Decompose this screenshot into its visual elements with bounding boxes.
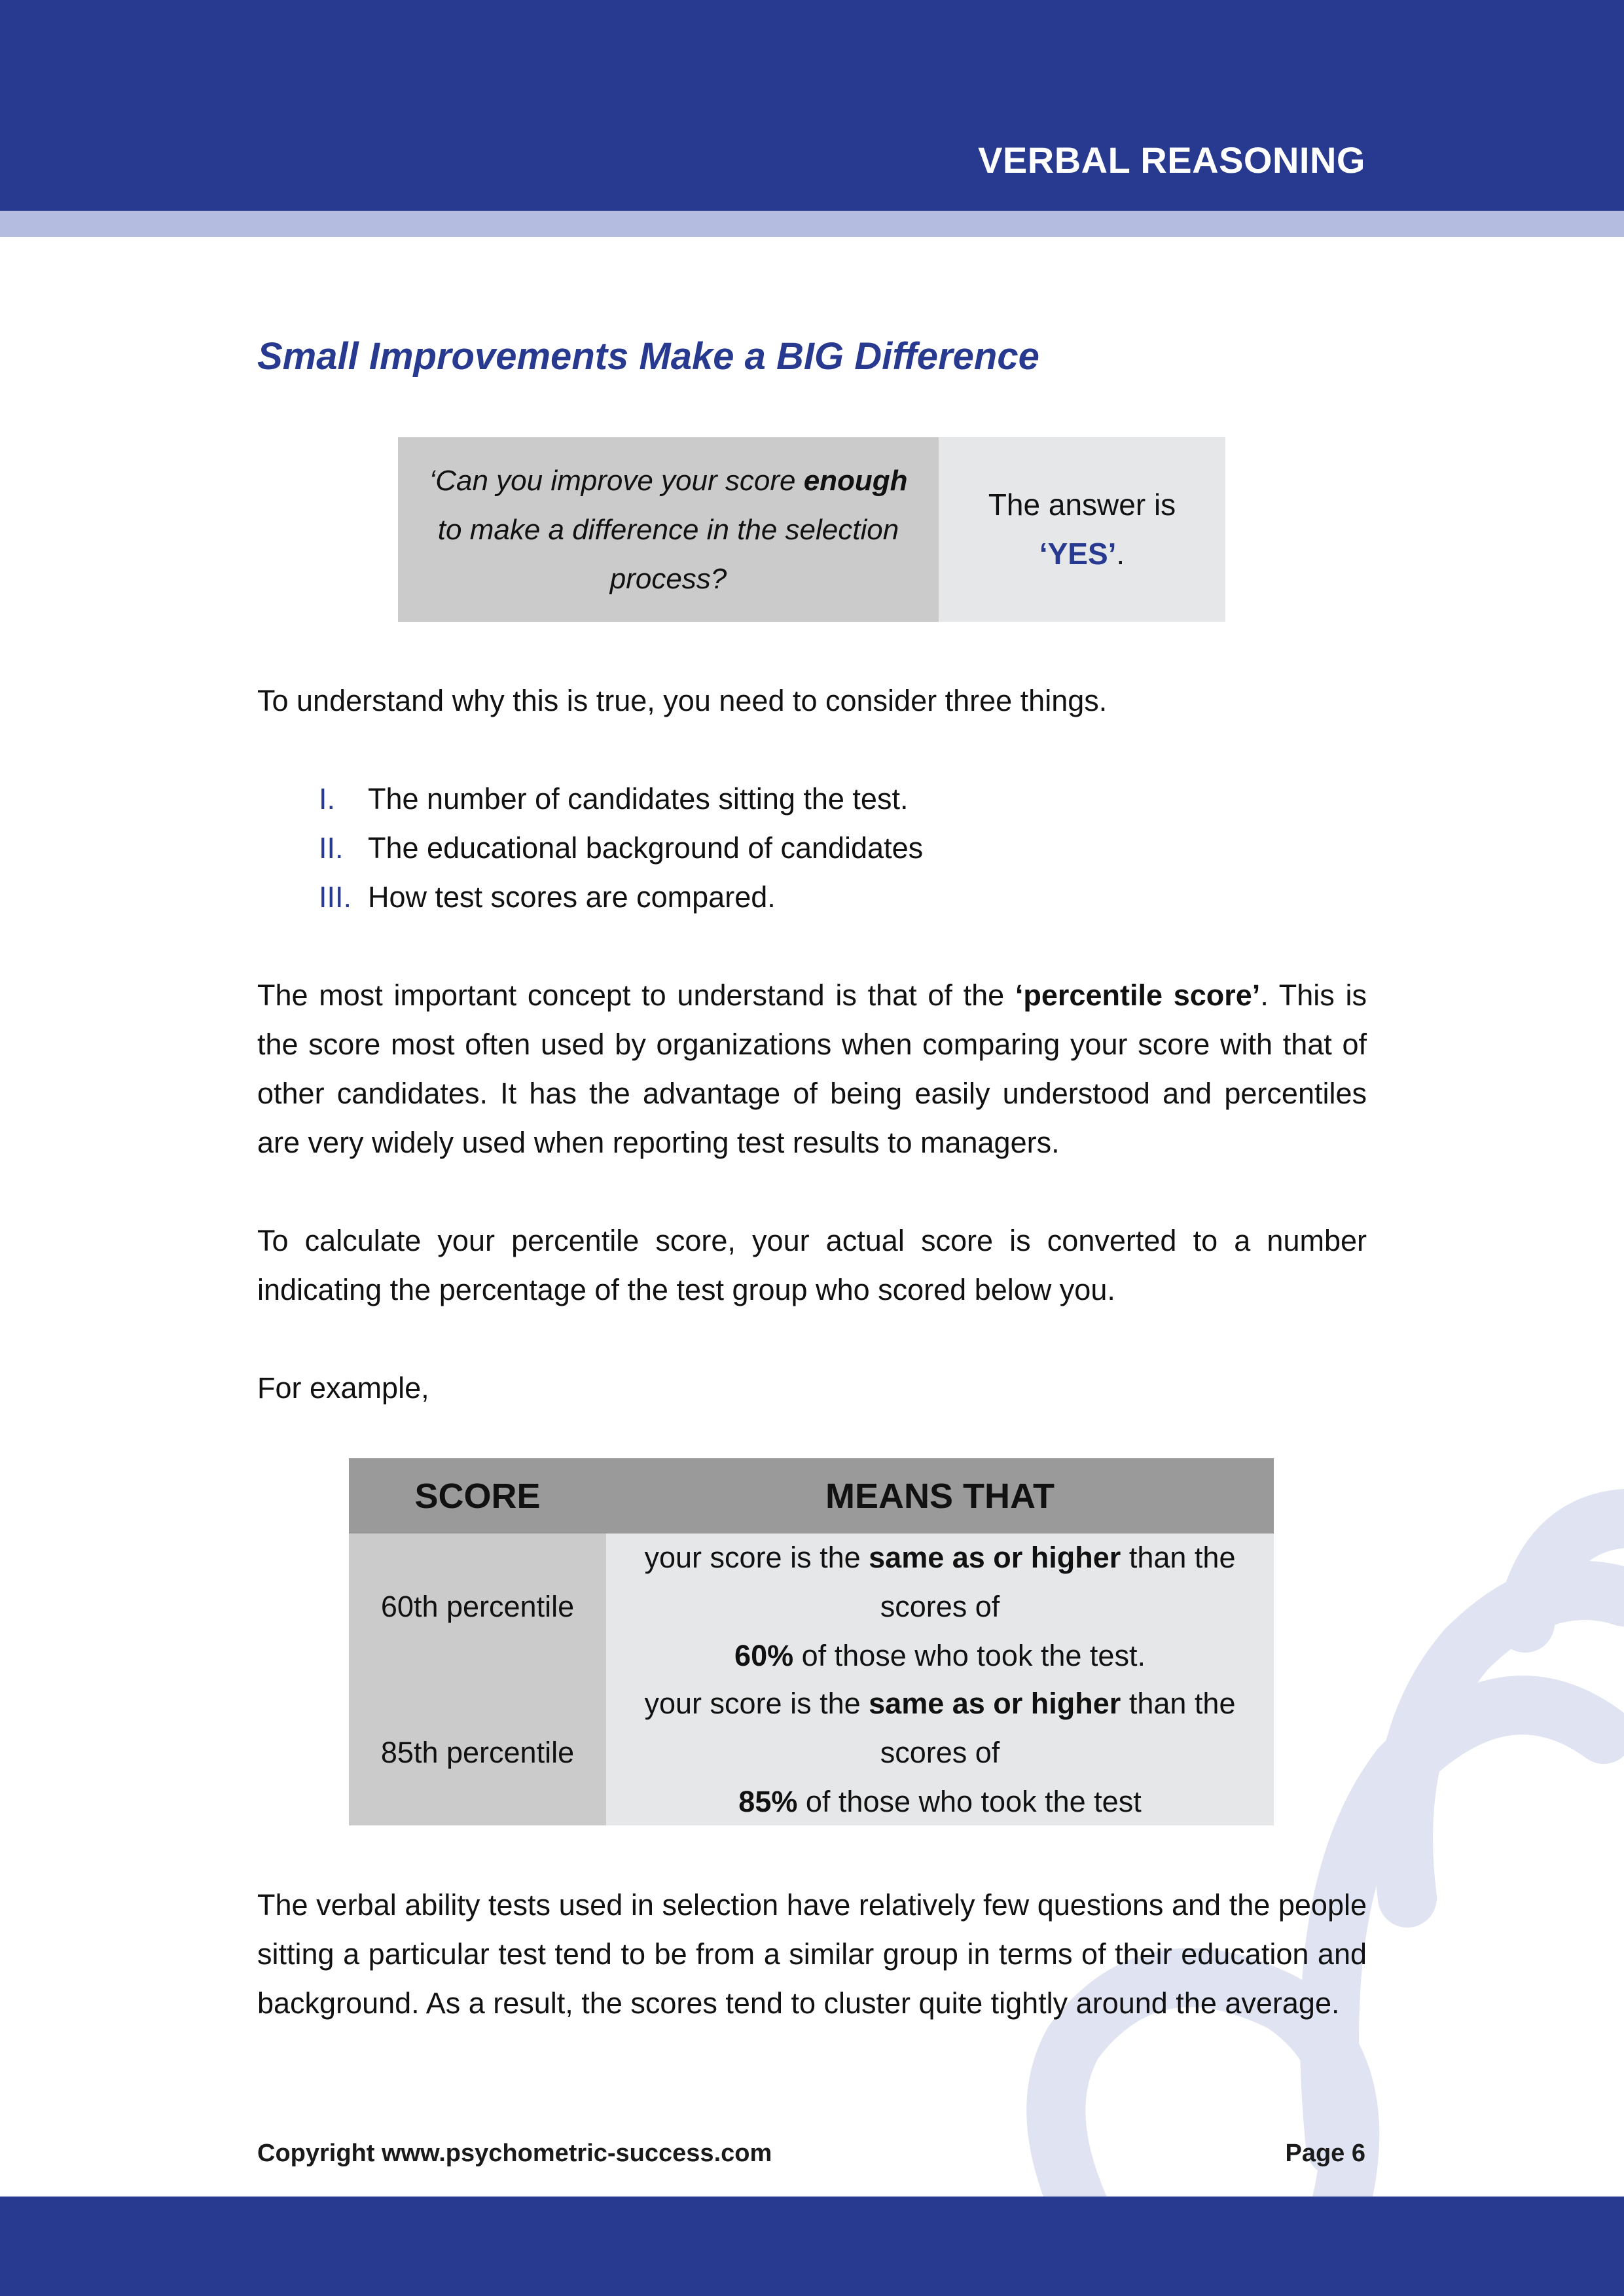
- list-numeral: I.: [319, 782, 336, 816]
- list-text: How test scores are compared.: [368, 880, 776, 914]
- intro-paragraph: To understand why this is true, you need to consider three things.: [257, 684, 1108, 717]
- list-item: [319, 774, 1301, 823]
- header-stripe: [0, 211, 1624, 237]
- header-score: SCORE: [414, 1476, 541, 1516]
- percentile-paragraph: [257, 971, 1367, 1167]
- list-numeral: III.: [319, 880, 352, 914]
- list-item: [319, 872, 1301, 922]
- percentile-term: ‘percentile score’: [1015, 978, 1261, 1012]
- question-emphasis: enough: [803, 464, 908, 497]
- footer-bar: [0, 2197, 1624, 2296]
- callout-answer: [939, 437, 1225, 622]
- header-title: VERBAL REASONING: [978, 139, 1365, 181]
- list-text: The number of candidates sitting the test.: [368, 782, 909, 816]
- header-bar: [0, 0, 1624, 211]
- table-header: [349, 1458, 1274, 1534]
- row-meaning: your score is the same as or higher than the scores of 60% of those who took the test.: [606, 1534, 1274, 1679]
- row-meaning: your score is the same as or higher than the scores of 85% of those who took the test: [606, 1679, 1274, 1825]
- answer-period: .: [1116, 537, 1125, 571]
- question-text: ‘Can you improve your score: [429, 464, 804, 497]
- percentile-table: [349, 1458, 1274, 1825]
- footer-page-number: Page 6: [1285, 2140, 1365, 2167]
- calculate-paragraph: To calculate your percentile score, your actual score is converted to a number indicating the percentage of the test group who scored below you.: [257, 1224, 1367, 1306]
- table-row: [349, 1534, 1274, 1679]
- percentile-text-end: . This is the score most often used by organizations when comparing your score with that of other candidates. It has the advantage of being easily understood and percentiles are very widely used when reporting test results to managers.: [257, 978, 1367, 1159]
- header-means: MEANS THAT: [825, 1476, 1055, 1516]
- answer-text: The answer is: [988, 488, 1176, 522]
- example-label: For example,: [257, 1371, 429, 1405]
- table-row: [349, 1679, 1274, 1825]
- row-score: 85th percentile: [349, 1679, 606, 1825]
- callout-question: [398, 437, 939, 622]
- row-score: 60th percentile: [349, 1534, 606, 1679]
- answer-yes: ‘YES’: [1039, 537, 1117, 571]
- list-numeral: II.: [319, 831, 344, 865]
- numbered-list: [319, 774, 1301, 922]
- section-title: Small Improvements Make a BIG Difference: [257, 335, 1039, 378]
- list-item: [319, 823, 1301, 872]
- callout-box: [398, 437, 1225, 622]
- question-text-end: to make a difference in the selection process?: [437, 513, 899, 595]
- closing-paragraph: The verbal ability tests used in selection have relatively few questions and the people sitting a particular test tend to be from a similar group in terms of their education and background. As a result, the scores tend to cluster quite tightly around the average.: [257, 1888, 1367, 2020]
- list-text: The educational background of candidates: [368, 831, 924, 865]
- percentile-text: The most important concept to understand is that of the: [257, 978, 1015, 1012]
- footer-copyright: Copyright www.psychometric-success.com: [257, 2140, 772, 2167]
